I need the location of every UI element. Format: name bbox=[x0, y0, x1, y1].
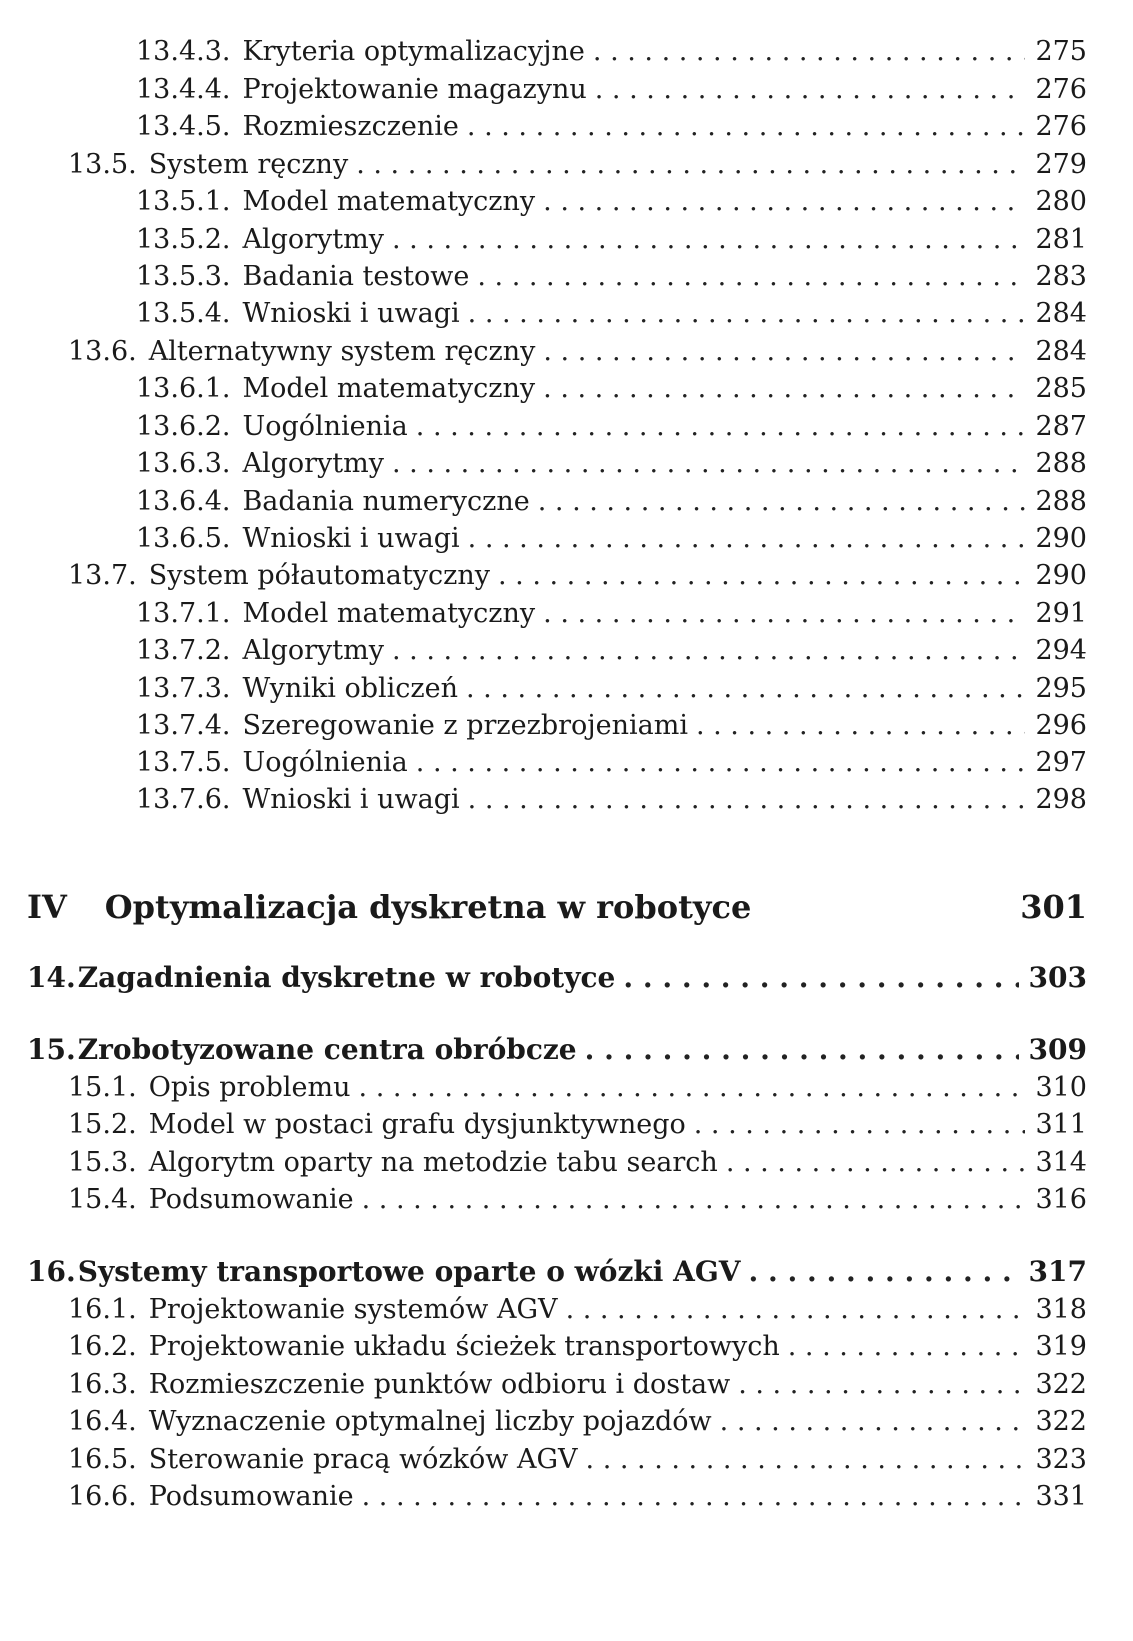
toc-entry-number: 15.4. bbox=[68, 1184, 137, 1215]
toc-entry bbox=[68, 1477, 1087, 1517]
toc-entry bbox=[27, 884, 1087, 930]
toc-entry-number: 13.6. bbox=[68, 336, 137, 367]
toc-entry-title: Algorytmy bbox=[242, 448, 385, 479]
toc-entry bbox=[68, 1327, 1087, 1367]
toc-entry-page: 295 bbox=[1035, 673, 1087, 704]
toc-entry bbox=[136, 107, 1087, 147]
toc-entry-page: 322 bbox=[1035, 1369, 1087, 1400]
toc-entry-number: 13.4.3. bbox=[136, 36, 231, 67]
toc-entry bbox=[68, 1290, 1087, 1330]
toc-entry-title: Wnioski i uwagi bbox=[242, 523, 460, 554]
toc-dot-leader bbox=[392, 220, 1025, 260]
toc-entry bbox=[136, 669, 1087, 709]
toc-entry-number: 13.7.3. bbox=[136, 673, 231, 704]
toc-dot-leader bbox=[362, 1477, 1026, 1517]
toc-dot-leader bbox=[749, 1252, 1019, 1292]
toc-entry bbox=[27, 1030, 1087, 1070]
toc-dot-leader bbox=[543, 594, 1025, 634]
toc-entry-number: 13.7.2. bbox=[136, 635, 231, 666]
toc-entry bbox=[136, 519, 1087, 559]
toc-entry-page: 287 bbox=[1035, 411, 1087, 442]
toc-entry bbox=[136, 32, 1087, 72]
toc-entry-number: 14. bbox=[27, 961, 76, 994]
toc-entry-number: 13.6.4. bbox=[136, 486, 231, 517]
toc-entry-page: 314 bbox=[1035, 1147, 1087, 1178]
toc-entry-page: 285 bbox=[1035, 373, 1087, 404]
toc-dot-leader bbox=[416, 407, 1026, 447]
toc-entry-title: Wyniki obliczeń bbox=[242, 673, 459, 704]
toc-entry-title: Uogólnienia bbox=[242, 411, 408, 442]
toc-entry bbox=[136, 743, 1087, 783]
toc-entry-title: Model matematyczny bbox=[242, 373, 536, 404]
toc-dot-leader bbox=[359, 1068, 1026, 1108]
toc-entry bbox=[136, 369, 1087, 409]
toc-entry bbox=[68, 1068, 1087, 1108]
toc-entry bbox=[27, 1252, 1087, 1292]
toc-entry-page: 288 bbox=[1035, 448, 1087, 479]
toc-entry-number: 16.4. bbox=[68, 1406, 137, 1437]
toc-entry bbox=[68, 332, 1087, 372]
toc-entry bbox=[136, 706, 1087, 746]
toc-entry-title: Model matematyczny bbox=[242, 598, 536, 629]
toc-entry-number: 13.7.4. bbox=[136, 710, 231, 741]
toc-entry-title: Algorytm oparty na metodzie tabu search bbox=[148, 1147, 718, 1178]
toc-entry-page: 298 bbox=[1035, 784, 1087, 815]
toc-entry-page: 296 bbox=[1035, 710, 1087, 741]
toc-entry-number: 13.6.1. bbox=[136, 373, 231, 404]
toc-dot-leader bbox=[392, 631, 1025, 671]
toc-entry-number: 13.7.6. bbox=[136, 784, 231, 815]
toc-entry-title: Alternatywny system ręczny bbox=[148, 336, 536, 367]
toc-entry-title: Model matematyczny bbox=[242, 186, 536, 217]
toc-entry-title: Optymalizacja dyskretna w robotyce bbox=[104, 888, 752, 926]
toc-entry-title: Rozmieszczenie bbox=[242, 111, 459, 142]
toc-entry-page: 284 bbox=[1035, 298, 1087, 329]
toc-entry-number: 13.5.4. bbox=[136, 298, 231, 329]
toc-entry bbox=[136, 257, 1087, 297]
toc-entry-title: Projektowanie układu ścieżek transportowych bbox=[148, 1331, 780, 1362]
toc-dot-leader bbox=[468, 294, 1026, 334]
toc-entry-page: 288 bbox=[1035, 486, 1087, 517]
toc-entry bbox=[136, 482, 1087, 522]
toc-entry bbox=[136, 594, 1087, 634]
toc-dot-leader bbox=[466, 669, 1025, 709]
toc-dot-leader bbox=[585, 1030, 1019, 1070]
toc-entry-title: Uogólnienia bbox=[242, 747, 408, 778]
toc-dot-leader bbox=[467, 107, 1026, 147]
toc-entry-page: 318 bbox=[1035, 1294, 1087, 1325]
toc-entry-page: 280 bbox=[1035, 186, 1087, 217]
toc-entry-number: 16.2. bbox=[68, 1331, 137, 1362]
toc-entry-title: Algorytmy bbox=[242, 224, 385, 255]
toc-dot-leader bbox=[392, 444, 1025, 484]
toc-entry-title: Rozmieszczenie punktów odbioru i dostaw bbox=[148, 1369, 731, 1400]
toc-entry-number: 13.7.5. bbox=[136, 747, 231, 778]
toc-dot-leader bbox=[623, 958, 1018, 998]
toc-dot-leader bbox=[788, 1327, 1026, 1367]
toc-dot-leader bbox=[593, 32, 1026, 72]
toc-entry bbox=[68, 1440, 1087, 1480]
toc-entry-title: Algorytmy bbox=[242, 635, 385, 666]
toc-entry-page: 303 bbox=[1028, 961, 1087, 994]
toc-entry bbox=[68, 145, 1087, 185]
toc-entry-number: IV bbox=[27, 888, 67, 926]
toc-dot-leader bbox=[468, 780, 1026, 820]
toc-entry-title: Kryteria optymalizacyjne bbox=[242, 36, 585, 67]
toc-entry-title: System półautomatyczny bbox=[148, 560, 490, 591]
toc-entry bbox=[136, 407, 1087, 447]
toc-dot-leader bbox=[477, 257, 1025, 297]
toc-entry-page: 301 bbox=[1020, 888, 1087, 926]
toc-entry-page: 294 bbox=[1035, 635, 1087, 666]
toc-entry-number: 13.7.1. bbox=[136, 598, 231, 629]
toc-entry-title: Opis problemu bbox=[148, 1072, 351, 1103]
toc-entry-page: 276 bbox=[1035, 111, 1087, 142]
toc-entry-page: 284 bbox=[1035, 336, 1087, 367]
toc-dot-leader bbox=[586, 1440, 1026, 1480]
toc-dot-leader bbox=[356, 145, 1025, 185]
toc-entry-number: 13.6.5. bbox=[136, 523, 231, 554]
toc-entry-number: 13.6.2. bbox=[136, 411, 231, 442]
toc-dot-leader bbox=[595, 70, 1026, 110]
toc-entry bbox=[136, 70, 1087, 110]
toc-dot-leader bbox=[696, 706, 1025, 746]
toc-entry-title: Wyznaczenie optymalnej liczby pojazdów bbox=[148, 1406, 712, 1437]
toc-dot-leader bbox=[543, 332, 1025, 372]
toc-entry-number: 15.2. bbox=[68, 1109, 137, 1140]
toc-entry-title: Podsumowanie bbox=[148, 1184, 354, 1215]
toc-entry-page: 291 bbox=[1035, 598, 1087, 629]
toc-entry-number: 13.7. bbox=[68, 560, 137, 591]
toc-entry-page: 281 bbox=[1035, 224, 1087, 255]
toc-entry-number: 13.6.3. bbox=[136, 448, 231, 479]
toc-dot-leader bbox=[416, 743, 1026, 783]
toc-entry-number: 15.3. bbox=[68, 1147, 137, 1178]
toc-dot-leader bbox=[726, 1143, 1026, 1183]
toc-entry bbox=[136, 444, 1087, 484]
toc-entry-number: 15.1. bbox=[68, 1072, 137, 1103]
toc-entry-page: 311 bbox=[1035, 1109, 1087, 1140]
toc-entry-number: 13.5.1. bbox=[136, 186, 231, 217]
toc-entry-page: 322 bbox=[1035, 1406, 1087, 1437]
toc-entry-title: Model w postaci grafu dysjunktywnego bbox=[148, 1109, 686, 1140]
toc-entry bbox=[68, 1180, 1087, 1220]
toc-dot-leader bbox=[362, 1180, 1026, 1220]
toc-entry-page: 323 bbox=[1035, 1444, 1087, 1475]
toc-entry-title: Projektowanie systemów AGV bbox=[148, 1294, 558, 1325]
toc-entry-page: 319 bbox=[1035, 1331, 1087, 1362]
toc-entry-title: System ręczny bbox=[148, 149, 349, 180]
toc-entry bbox=[27, 958, 1087, 998]
toc-entry-number: 16.1. bbox=[68, 1294, 137, 1325]
toc-entry bbox=[68, 1143, 1087, 1183]
toc-entry-page: 279 bbox=[1035, 149, 1087, 180]
toc-dot-leader bbox=[538, 482, 1026, 522]
toc-entry-title: Podsumowanie bbox=[148, 1481, 354, 1512]
toc-entry bbox=[68, 1365, 1087, 1405]
toc-entry-page: 290 bbox=[1035, 523, 1087, 554]
toc-entry bbox=[68, 1402, 1087, 1442]
toc-entry-number: 13.4.5. bbox=[136, 111, 231, 142]
toc-entry-page: 331 bbox=[1035, 1481, 1087, 1512]
toc-entry bbox=[136, 220, 1087, 260]
toc-entry bbox=[136, 182, 1087, 222]
toc-dot-leader bbox=[468, 519, 1026, 559]
toc-entry bbox=[68, 556, 1087, 596]
toc-entry-title: Badania numeryczne bbox=[242, 486, 530, 517]
toc-dot-leader bbox=[543, 182, 1025, 222]
toc-entry-title: Zrobotyzowane centra obróbcze bbox=[77, 1033, 577, 1066]
toc-entry-number: 16.3. bbox=[68, 1369, 137, 1400]
toc-entry-page: 283 bbox=[1035, 261, 1087, 292]
toc-entry-number: 13.5.3. bbox=[136, 261, 231, 292]
toc-entry bbox=[68, 1105, 1087, 1145]
toc-entry-number: 16.5. bbox=[68, 1444, 137, 1475]
toc-entry-page: 309 bbox=[1028, 1033, 1087, 1066]
toc-entry-title: Badania testowe bbox=[242, 261, 470, 292]
toc-entry bbox=[136, 780, 1087, 820]
toc-entry bbox=[136, 631, 1087, 671]
toc-dot-leader bbox=[566, 1290, 1026, 1330]
toc-entry-title: Projektowanie magazynu bbox=[242, 74, 587, 105]
toc-entry-page: 310 bbox=[1035, 1072, 1087, 1103]
toc-entry-title: Zagadnienia dyskretne w robotyce bbox=[77, 961, 616, 994]
toc-entry-page: 276 bbox=[1035, 74, 1087, 105]
toc-entry-page: 317 bbox=[1028, 1255, 1087, 1288]
toc-entry-title: Wnioski i uwagi bbox=[242, 298, 460, 329]
toc-entry bbox=[136, 294, 1087, 334]
toc-dot-leader bbox=[720, 1402, 1026, 1442]
toc-entry-title: Wnioski i uwagi bbox=[242, 784, 460, 815]
toc-entry-page: 275 bbox=[1035, 36, 1087, 67]
toc-dot-leader bbox=[694, 1105, 1026, 1145]
toc-entry-number: 13.5.2. bbox=[136, 224, 231, 255]
toc-entry-number: 16.6. bbox=[68, 1481, 137, 1512]
toc-entry-page: 316 bbox=[1035, 1184, 1087, 1215]
toc-entry-number: 13.4.4. bbox=[136, 74, 231, 105]
toc-entry-number: 13.5. bbox=[68, 149, 137, 180]
toc-entry-number: 15. bbox=[27, 1033, 76, 1066]
toc-entry-number: 16. bbox=[27, 1255, 76, 1288]
toc-dot-leader bbox=[738, 1365, 1025, 1405]
toc-entry-title: Szeregowanie z przezbrojeniami bbox=[242, 710, 688, 741]
toc-entry-title: Sterowanie pracą wózków AGV bbox=[148, 1444, 578, 1475]
toc-dot-leader bbox=[498, 556, 1025, 596]
toc-entry-page: 290 bbox=[1035, 560, 1087, 591]
toc-dot-leader bbox=[543, 369, 1025, 409]
toc-entry-page: 297 bbox=[1035, 747, 1087, 778]
toc-entry-title: Systemy transportowe oparte o wózki AGV bbox=[77, 1255, 741, 1288]
